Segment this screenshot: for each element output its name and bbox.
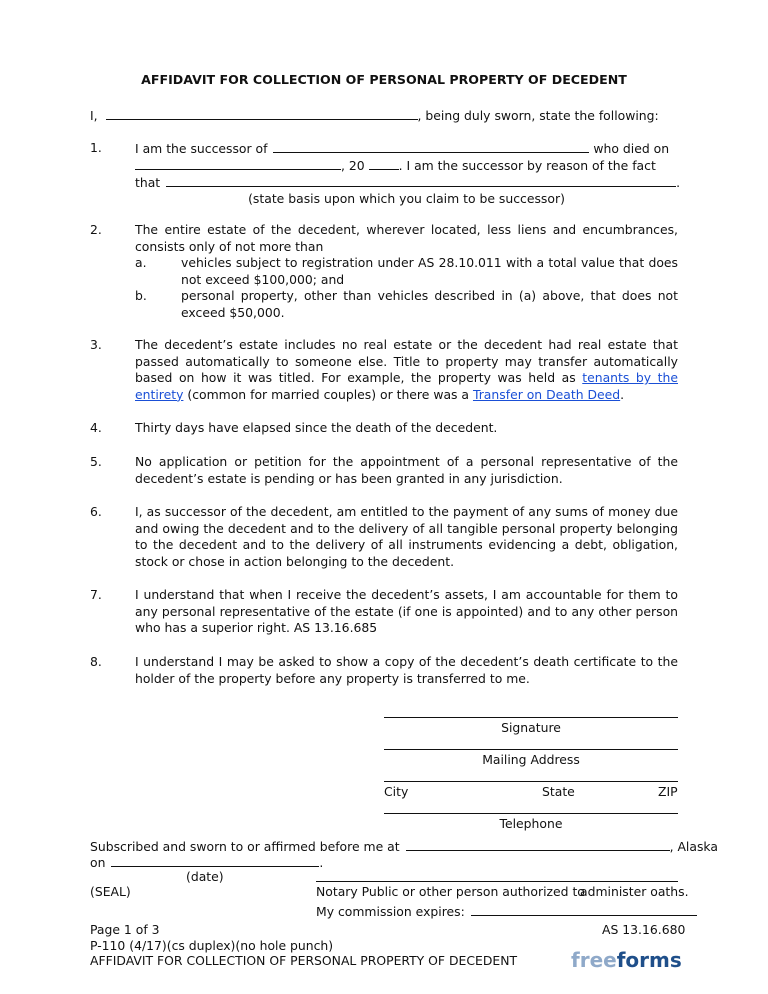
logo-free: free xyxy=(571,948,617,972)
p1-text-e: that xyxy=(135,175,161,190)
decedent-name-field[interactable] xyxy=(273,140,589,153)
signature-field[interactable] xyxy=(384,717,678,718)
transfer-on-death-deed-link[interactable]: Transfer on Death Deed xyxy=(472,386,621,402)
paragraph-2-item-a xyxy=(135,255,678,289)
p3-text-1: The decedent’s estate includes no real estate or the decedent had real estate that passed automatically to someone else. Title to property may transfer automatically based on how it was titled. For example, the property was held as xyxy=(135,337,678,386)
footer-form-title: AFFIDAVIT FOR COLLECTION OF PERSONAL PROPERTY OF DECEDENT xyxy=(90,953,518,968)
period-text: . xyxy=(319,855,324,870)
on-text: on xyxy=(90,855,106,870)
administer-label: administer oaths. xyxy=(580,884,689,899)
year-of-death-field[interactable] xyxy=(369,157,399,170)
item-b-label: b. xyxy=(135,288,147,303)
date-of-death-field[interactable] xyxy=(135,157,341,170)
city-state-zip-field[interactable] xyxy=(384,781,678,782)
notary-label: Notary Public or other person authorized to xyxy=(316,884,585,899)
p1-text-f: . xyxy=(676,175,681,190)
paragraph-2-item-b xyxy=(135,288,678,322)
paragraph-1-line-1 xyxy=(135,140,669,158)
tenants-by-entirety-link[interactable]: tenants by the entirety xyxy=(135,370,678,402)
p1-text-d: . I am the successor by reason of the fact xyxy=(398,158,656,173)
freeforms-logo xyxy=(571,948,682,972)
commission-label: My commission expires: xyxy=(316,904,465,919)
zip-label: ZIP xyxy=(658,784,678,799)
paragraph-8-text: I understand I may be asked to show a copy of the decedent’s death certificate to the holder of the property before any property is transferred to me. xyxy=(135,654,678,686)
sworn-date-field[interactable] xyxy=(111,854,319,867)
item-a-text: vehicles subject to registration under AS 28.10.011 with a total value that does not exceed $100,000; and xyxy=(181,255,678,287)
paragraph-4-text: Thirty days have elapsed since the death of the decedent. xyxy=(135,420,498,435)
paragraph-3-number: 3. xyxy=(90,337,102,352)
paragraph-2-number: 2. xyxy=(90,222,102,237)
statute-reference: AS 13.16.680 xyxy=(602,922,686,937)
commission-expires-field[interactable] xyxy=(471,903,697,916)
paragraph-8-number: 8. xyxy=(90,654,102,669)
commission-line xyxy=(316,903,697,921)
paragraph-6-text: I, as successor of the decedent, am entitled to the payment of any sums of money due and owing the decedent and to the delivery of all tangible personal property belonging to the decedent and to the delivery of all instruments evidencing a debt, obligation, stock or chose in action belonging to the decedent. xyxy=(135,504,678,569)
p1-text-b: who died on xyxy=(593,141,670,156)
paragraph-3-text xyxy=(135,337,678,403)
paragraph-7-number: 7. xyxy=(90,587,102,602)
item-a-label: a. xyxy=(135,255,147,270)
signature-label: Signature xyxy=(501,720,561,735)
mailing-address-label: Mailing Address xyxy=(482,752,580,767)
p1-text-a: I am the successor of xyxy=(135,141,268,156)
paragraph-5-number: 5. xyxy=(90,454,102,469)
paragraph-1-line-2 xyxy=(135,157,656,175)
p3-text-3: . xyxy=(620,386,625,402)
date-label: (date) xyxy=(186,869,224,884)
paragraph-1-number: 1. xyxy=(90,140,102,155)
paragraph-7-text: I understand that when I receive the decedent’s assets, I am accountable for them to any personal representative of the estate (if one is appointed) and to any other person who has a superior right. AS 13.16.685 xyxy=(135,587,678,636)
city-label: City xyxy=(384,784,409,799)
paragraph-4-number: 4. xyxy=(90,420,102,435)
paragraph-5-text: No application or petition for the appointment of a personal representative of the decedent’s estate is pending or has been granted in any jurisdiction. xyxy=(135,454,678,486)
form-code: P-110 (4/17)(cs duplex)(no hole punch) xyxy=(90,938,334,953)
state-label: State xyxy=(542,784,575,799)
telephone-field[interactable] xyxy=(384,813,678,814)
telephone-label: Telephone xyxy=(499,816,563,831)
p3-text-2: (common for married couples) or there was a xyxy=(183,386,473,402)
logo-forms: forms xyxy=(616,948,682,972)
alaska-text: , Alaska xyxy=(669,839,718,854)
mailing-address-field[interactable] xyxy=(384,749,678,750)
item-b-text: personal property, other than vehicles described in (a) above, that does not exceed $50,000. xyxy=(181,288,678,320)
paragraph-2-text: The entire estate of the decedent, wherever located, less liens and encumbrances, consists only of not more than xyxy=(135,222,678,254)
paragraph-1-instruction: (state basis upon which you claim to be successor) xyxy=(248,191,565,206)
intro-start: I, xyxy=(90,108,98,123)
sworn-location-field[interactable] xyxy=(406,838,670,851)
intro-end: , being duly sworn, state the following: xyxy=(417,108,659,123)
sworn-text: Subscribed and sworn to or affirmed before me at xyxy=(90,839,400,854)
paragraph-6-number: 6. xyxy=(90,504,102,519)
p1-text-c: , 20 xyxy=(341,158,365,173)
intro-line xyxy=(90,107,659,125)
affiant-name-field[interactable] xyxy=(106,107,418,120)
notary-signature-field[interactable] xyxy=(316,881,678,882)
seal-label: (SEAL) xyxy=(90,884,131,899)
paragraph-1-line-3 xyxy=(135,174,680,192)
document-title: AFFIDAVIT FOR COLLECTION OF PERSONAL PROPERTY OF DECEDENT xyxy=(141,72,627,87)
sworn-line xyxy=(90,838,718,856)
page-number: Page 1 of 3 xyxy=(90,922,160,937)
successor-basis-field[interactable] xyxy=(166,174,676,187)
